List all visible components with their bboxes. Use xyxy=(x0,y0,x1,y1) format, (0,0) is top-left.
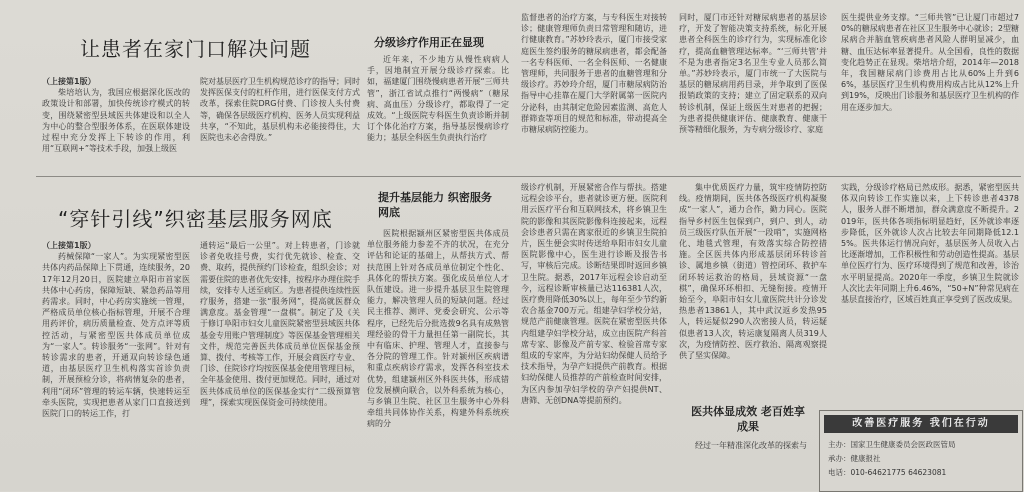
article2-column-1 xyxy=(42,240,190,488)
campaign-phone: 电话：010-64621775 64623081 xyxy=(828,468,947,477)
article1-col1-text: 柴培培认为，我国应根据深化医改的政策设计和部署，加快传统诊疗模式的转变，围绕紧密型县域医共体建设和以全人为中心的整合型服务体系，在医联体建设过程中充分发挥上下转诊的作用，利用“互联网+”等技术手段，加强上级医 xyxy=(42,88,190,154)
campaign-box xyxy=(819,410,1023,492)
article2-column-5 xyxy=(679,182,827,400)
article2-col4-text: 级诊疗机制，开展紧密合作与帮扶。搭建远程会诊平台，患者就诊更方便。医院利用云医疗平台和互联网技术，将乡镇卫生院的影像和其医院影像科连接起来，远程会诊患者只需在离家很近的乡镇卫生院拍片，医生便会实时传送给阜阳市妇女儿童医院影像中心，医生进行诊断及报告书写，审核后完成。诊断结果即时返回乡镇卫生院。据悉，2017年远程会诊启动至今，远程诊断审核量已达116381人次，医疗费用降低30%以上，每年至少节约新农合基金700万元。组建孕妇学校分站，规范产前健康管理。医院在紧密型医共体内组建孕妇学校分站，成立由医院产科首席专家、影像及产前专家、检验首席专家组成的专家库，为分站妇幼保健人员给予技术指导，为孕产妇提供产前教育。根据妇幼保健人员推荐的产前检查时间安排，为区内参加孕妇学校的孕产妇提供NT、唐筛、无创DNA等提前预约。 xyxy=(521,183,667,405)
article1-column-6 xyxy=(841,12,1019,171)
article2-col5b-text: 经过一年精准深化改革的探索与 xyxy=(695,441,807,450)
article1-column-1 xyxy=(42,76,190,171)
article2-col2-text: 通转运“最后一公里”。对上转患者，门诊就诊者免收挂号费，实行优先就诊、检查、交费、取药，提供预约门诊检查，组织会诊；对需要住院的患者优先安排，按程序办理住院手续，安排专人送至病区。为患者提供连续性医疗服务，搭建一张“服务网”，提高就医群众满意度。基金管理“一盘棋”。制定了及《关于修订阜阳市妇女儿童医院紧密型县域医共体基金专用账户管理制度》等医保基金管理相关文件，规范完善医共体成员单位医保基金预算、拨付、考核等工作，开展会商医疗专业、门诊、住院诊疗均按医保基金使用管理目标，全年基金使用、拨付更加规范。同时，通过对医共体成员单位的医保基金实行“二级预算管理”，探索实现医保资金可持续使用。 xyxy=(200,241,360,407)
article2-continued: （上接第1版） xyxy=(42,241,96,250)
campaign-organizer: 主办：国家卫生健康委员会医政医管局 xyxy=(828,440,956,449)
article2-column-4 xyxy=(521,182,667,488)
article1-col4-text: 监督患者的治疗方案，与专科医生对接转诊；健康管理师负责日常管理和随访，进行健康教育。”苏妙玲表示，厦门市接受家庭医生签约服务的糖尿病患者，都会配备一名专科医师、一名全科医师、一名健康管理师，共同服务于患者的血糖管理和分级诊疗。苏妙玲介绍，厦门市糖尿病防治指导中心挂靠在厦门大学附属第一医院内分泌科，由其制定危险因素监测、高危人群筛查等项目的规范和标准，带动提高全市糖尿病防控能力。 xyxy=(521,13,667,135)
article1-col5-text: 同时，厦门市还针对糖尿病患者的基层诊疗，开发了智能决策支持系统，标化开展患者全科医生的诊疗行为，实现标准化诊疗，提高血糖管理达标率。“‘三师共管’并不是为患者指定3名卫生专业人员那么简单。”苏妙玲表示，厦门市统一了大医院与基层的糖尿病用药目录，并争取到了医保报销政策的支持；建立了固定联系的双向转诊机制，保证上级医生对患者的把握；为患者提供健康评估、健康教育、健康干预等精细化服务，为专病分级诊疗、家庭 xyxy=(679,13,827,135)
article2-subhead-b xyxy=(688,404,808,434)
article1-column-5 xyxy=(679,12,827,171)
article1-col3-text: 近年来，不少地方从慢性病病人手，因地制宜开展分级诊疗探索。比如，福建厦门围绕慢病患者开展“三师共管”，浙江省试点推行“两慢病”（糖尿病、高血压）分级诊疗，都取得了一定成效。“上级医院专科医生负责诊断并制订个体化治疗方案，指导基层慢病诊疗能力；基层全科医生负责执行治疗 xyxy=(367,55,509,143)
article1-continued: （上接第1版） xyxy=(42,77,96,86)
article1-column-4 xyxy=(521,12,667,171)
article1-subhead: 分级诊疗作用正在显现 xyxy=(374,36,484,49)
article2-col1-text: 药械保障“一家人”。为实现紧密型医共体内药品保障上下贯通，连续服务，2017年12月20日，医院建立阜阳市首家医共体中心药房，保障短缺、紧急药品等用药需求。同时，中心药房实施统一管理，严格成员单位核心指标管理，开展不合理用药评价，病历质量检查、处方点评等质控活动，与紧密型医共体成员单位成为“一家人”。转诊服务“一张网”。针对有转诊需求的患者，开通双向转诊绿色通道，由基层医疗卫生机构落实首诊负责制，开展预检分诊，将病情复杂的患者，利用“闭环”管理的转运车辆，快速转运至牵头医院，实现把患者从家门口直接送到医院门口的转运工作，打 xyxy=(42,252,190,419)
article1-headline: 让患者在家门口解决问题 xyxy=(80,37,311,61)
article2-subhead-a-text: 提升基层能力 织密服务网底 xyxy=(378,191,492,219)
campaign-slogan: 改善医疗服务 我们在行动 xyxy=(824,415,1018,433)
article1-col2-text: 院对基层医疗卫生机构规范诊疗的指导；同时发挥医保支付的杠杆作用，进行医保支付方式改革，探索住院DRG付费、门诊按人头付费等，确保各层级医疗机构、医务人员实现利益共享，“不知此，基层机构未必能接得住，大医院也未必舍得放。” xyxy=(200,77,360,143)
article2-subhead-b-text: 医共体显成效 老百姓享成果 xyxy=(691,405,805,433)
campaign-host: 承办：健康报社 xyxy=(828,454,881,463)
article1-column-2 xyxy=(200,76,360,171)
article2-column-5b xyxy=(679,440,827,480)
article-divider xyxy=(36,176,1021,177)
article1-column-3 xyxy=(367,54,509,171)
article2-subhead-a xyxy=(378,190,498,220)
article2-headline: “穿针引线”织密基层服务网底 xyxy=(58,207,333,231)
article2-col3-text: 医院根据颍州区紧密型医共体成员单位服务能力参差不齐的状况，在充分评估和论证的基础上，从帮扶方式、帮扶范围上针对各成员单位制定个性化、具体化的帮扶方案。强化成员单位人才队伍建设。进一步提升基层卫生院管理能力，解决管理人员的短缺问题。经过民主推荐、测评、党委会研究、公示等程序，已经先后分批选拨9名具有成熟管理经验的骨干力量担任第一副院长，其中有临床、护理、管理人才，直接参与各分院的管理工作。针对颍州区疾病谱和重点疾病诊疗需求，发挥各科室技术优势，组建颍州区外科医共体，形成错位发展横向联合，以外科系统为核心，与乡镇卫生院、社区卫生服务中心外科牵组共同体协作关系，构建外科系统疾病的分 xyxy=(367,229,509,429)
article2-column-3 xyxy=(367,228,509,488)
article2-col6-text: 实践，分级诊疗格局已然成形。据悉，紧密型医共体双向转诊工作实施以来，上下转诊患者4378人，服务人群不断增加，群众满意度不断提升。2019年，医共体各项指标明显趋好，区外就诊率逐步降低，区外就诊人次占比较去年同期降低12.15%。医共体运行情况向好，基层医务人员收入占比逐渐增加，工作积极性和劳动创造性提高。基层单位医疗行为、医疗环境得到了规范和改善，诊治水平明显提高。2020年一季度，乡镇卫生院就诊人次比去年同期上升6.46%，“50+N”种常见病在基层直接治疗，区域百姓真正享受到了医改成果。 xyxy=(841,183,1019,305)
article2-col5-text: 集中优质医疗力量，筑牢疫情防控防线。疫情期间，医共体各级医疗机构凝聚成“一家人”，通力合作，勤力同心。医院指导乡村医生包保到户，到户、到人，动员三级医疗队伍开展“一段哨”，实施网格化、地毯式管理，有效落实综合防控措施。全区医共体内形成基层闭环转诊首诊、属地乡镇（街道）管控闭环、救护车闭环转运救治的格局，县域资源“一盘棋”，确保环环相扣、无缝衔接。疫情开始至今，阜阳市妇女儿童医院共计分诊发热患者13861人，其中武汉返乡发热95人，转运疑似290人次密接人员，转运疑似患者13人次，转运康复隔离人员319人次，为疫情防控、医疗救治、隔离观察提供了坚实保障。 xyxy=(679,183,827,361)
article2-column-2 xyxy=(200,240,360,488)
article1-col6-text: 医生提供业务支撑。“三师共管”已让厦门市超过70%的糖尿病患者在社区卫生服务中心就诊；2型糖尿病合并脑血管疾病患者风险人群明显减少，血糖、血压达标率显著提升。从全国看，良性的数据变化趋势正在显现。柴培培介绍，2014年—2018年，我国糖尿病门诊费用占比从60%上升到66%，基层医疗卫生机构费用构成占比从12%上升到19%，反映出门诊服务和基层医疗卫生机构的作用在逐步加大。 xyxy=(841,13,1019,112)
article2-column-6 xyxy=(841,182,1019,404)
